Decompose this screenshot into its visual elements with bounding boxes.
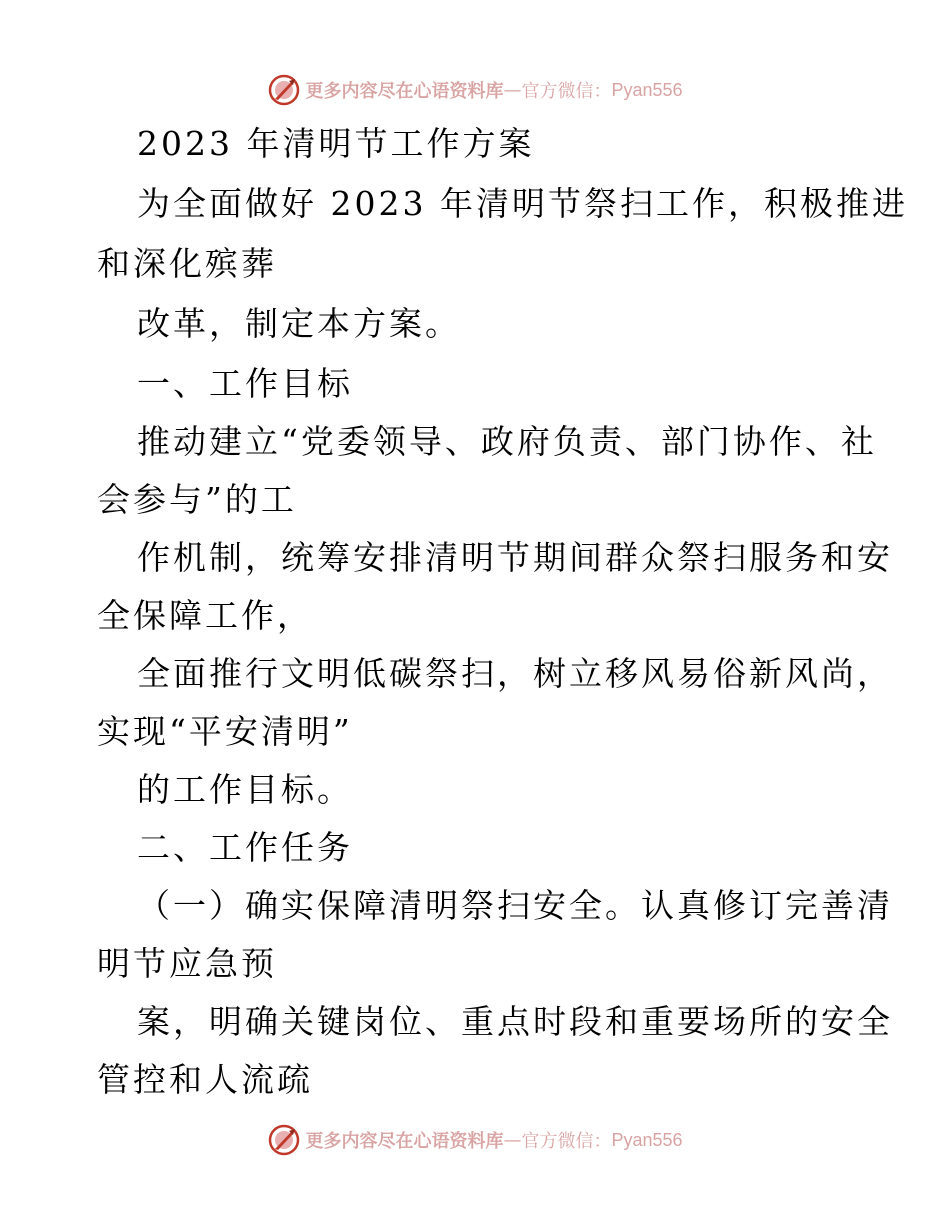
watermark-main-text: 更多内容尽在心语资料库 (305, 1131, 504, 1152)
watermark-wechat-label: 官方微信： (521, 1131, 612, 1152)
watermark-dash: — (503, 79, 522, 101)
paragraph-line: 作机制，统筹安排清明节期间群众祭扫服务和安 (137, 538, 893, 577)
paragraph-line: 管控和人流疏 (97, 1060, 313, 1099)
paragraph-line: 实现“平安清明” (97, 712, 353, 751)
watermark-main-text: 更多内容尽在心语资料库 (305, 81, 504, 102)
paragraph-line: 全保障工作， (97, 596, 313, 635)
paragraph-line: 和深化殡葬 (97, 244, 277, 283)
document-title: 2023 年清明节工作方案 (137, 124, 535, 163)
paragraph-line: 会参与”的工 (97, 480, 297, 519)
quill-circle-icon (267, 73, 301, 107)
paragraph-line: 明节应急预 (97, 944, 277, 983)
watermark-wechat-label: 官方微信： (521, 81, 612, 102)
paragraph-line: （一）确实保障清明祭扫安全。认真修订完善清 (137, 886, 893, 925)
paragraph-line: 推动建立“党委领导、政府负责、部门协作、社 (137, 422, 877, 461)
header-watermark (0, 70, 950, 110)
paragraph-line: 改革，制定本方案。 (137, 304, 461, 343)
paragraph-line: 全面推行文明低碳祭扫，树立移风易俗新风尚， (137, 654, 893, 693)
paragraph-line: 的工作目标。 (137, 770, 353, 809)
section-heading: 一、工作目标 (137, 364, 353, 403)
watermark-wechat-id: Pyan556 (611, 1129, 683, 1150)
quill-circle-icon (267, 1123, 301, 1157)
section-heading: 二、工作任务 (137, 828, 353, 867)
watermark-dash: — (503, 1129, 522, 1151)
paragraph-line: 案，明确关键岗位、重点时段和重要场所的安全 (137, 1002, 893, 1041)
paragraph-line: 为全面做好 2023 年清明节祭扫工作，积极推进 (137, 184, 908, 223)
footer-watermark (0, 1120, 950, 1160)
watermark-wechat-id: Pyan556 (611, 79, 683, 100)
